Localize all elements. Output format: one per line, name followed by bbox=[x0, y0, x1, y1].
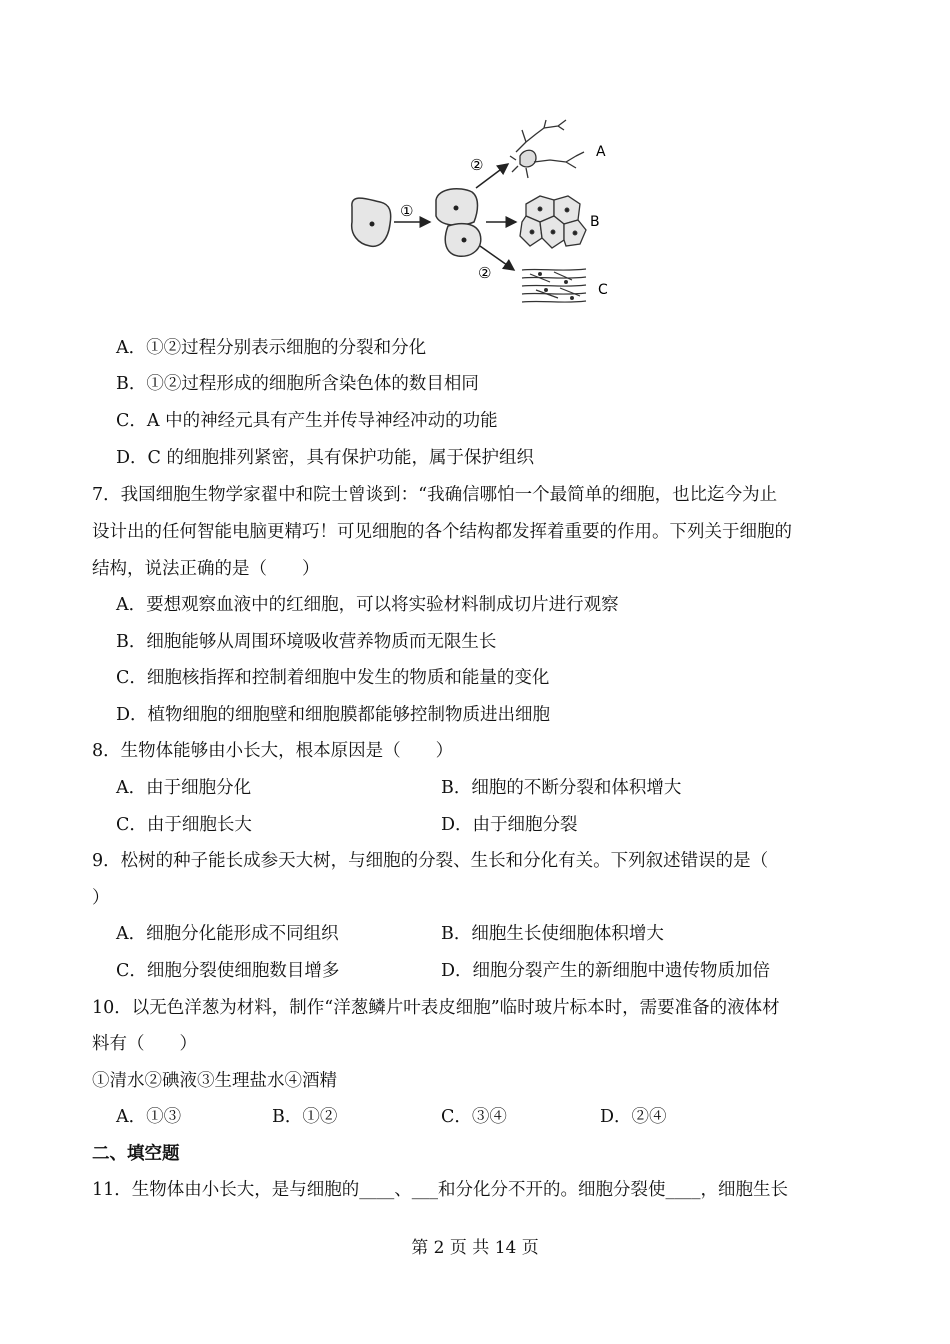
muscle-fibers bbox=[522, 269, 586, 302]
q7-option-d: D．植物细胞的细胞壁和细胞膜都能够控制物质进出细胞 bbox=[116, 705, 551, 725]
q10-materials: ①清水②碘液③生理盐水④酒精 bbox=[92, 1071, 337, 1091]
q6-option-d: D．C 的细胞排列紧密，具有保护功能，属于保护组织 bbox=[116, 448, 534, 468]
figure-label-2-bottom: ② bbox=[478, 264, 492, 282]
q11-stem: 11．生物体由小长大，是与细胞的____、___和分化分不开的。细胞分裂使____，细胞生长 bbox=[92, 1180, 789, 1200]
q9-option-c: C．细胞分裂使细胞数目增多 bbox=[116, 961, 340, 981]
q6-option-b: B．①②过程形成的细胞所含染色体的数目相同 bbox=[116, 374, 479, 394]
q8-stem: 8．生物体能够由小长大，根本原因是（ ） bbox=[92, 741, 454, 761]
q10-option-d: D．②④ bbox=[600, 1107, 667, 1127]
q10-stem-line-1: 10．以无色洋葱为材料，制作“洋葱鳞片叶表皮细胞”临时玻片标本时，需要准备的液体材 bbox=[92, 998, 780, 1018]
figure-label-b: B bbox=[590, 214, 600, 230]
q10-option-b: B．①② bbox=[272, 1107, 338, 1127]
q9-option-d: D．细胞分裂产生的新细胞中遗传物质加倍 bbox=[441, 961, 771, 981]
page-footer: 第 2 页 共 14 页 bbox=[411, 1238, 539, 1258]
q7-option-c: C．细胞核指挥和控制着细胞中发生的物质和能量的变化 bbox=[116, 668, 550, 688]
q7-stem-line-1: 7．我国细胞生物学家翟中和院士曾谈到：“我确信哪怕一个最简单的细胞，也比迄今为止 bbox=[92, 485, 778, 505]
figure-label-2-top: ② bbox=[470, 156, 484, 174]
q6-option-a: A．①②过程分别表示细胞的分裂和分化 bbox=[116, 338, 427, 358]
neuron-drawing bbox=[510, 120, 584, 178]
figure-drawing bbox=[340, 112, 620, 312]
figure-label-c: C bbox=[598, 282, 608, 298]
figure-label-a: A bbox=[596, 144, 606, 160]
q9-option-b: B．细胞生长使细胞体积增大 bbox=[441, 924, 664, 944]
q10-stem-line-2: 料有（ ） bbox=[92, 1034, 197, 1054]
q10-option-a: A．①③ bbox=[116, 1107, 182, 1127]
section-title-fill-in: 二、填空题 bbox=[92, 1144, 180, 1164]
single-cell bbox=[352, 198, 391, 246]
q7-option-b: B．细胞能够从周围环境吸收营养物质而无限生长 bbox=[116, 632, 497, 652]
q9-stem-line-1: 9．松树的种子能长成参天大树，与细胞的分裂、生长和分化有关。下列叙述错误的是（ bbox=[92, 851, 769, 871]
epithelial-cluster bbox=[520, 196, 586, 248]
q7-option-a: A．要想观察血液中的红细胞，可以将实验材料制成切片进行观察 bbox=[116, 595, 619, 615]
figure-label-1: ① bbox=[400, 202, 414, 220]
q8-option-d: D．由于细胞分裂 bbox=[441, 815, 578, 835]
q7-stem-line-3: 结构，说法正确的是（ ） bbox=[92, 559, 320, 579]
q8-option-b: B．细胞的不断分裂和体积增大 bbox=[441, 778, 682, 798]
cell-differentiation-figure bbox=[340, 112, 620, 312]
q10-option-c: C．③④ bbox=[441, 1107, 507, 1127]
q7-stem-line-2: 设计出的任何智能电脑更精巧！可见细胞的各个结构都发挥着重要的作用。下列关于细胞的 bbox=[92, 522, 792, 542]
q8-option-c: C．由于细胞长大 bbox=[116, 815, 252, 835]
two-cells bbox=[436, 189, 481, 257]
q8-option-a: A．由于细胞分化 bbox=[116, 778, 252, 798]
q9-option-a: A．细胞分化能形成不同组织 bbox=[116, 924, 339, 944]
q6-option-c: C．A 中的神经元具有产生并传导神经冲动的功能 bbox=[116, 411, 498, 431]
q9-stem-line-2: ） bbox=[92, 888, 110, 908]
